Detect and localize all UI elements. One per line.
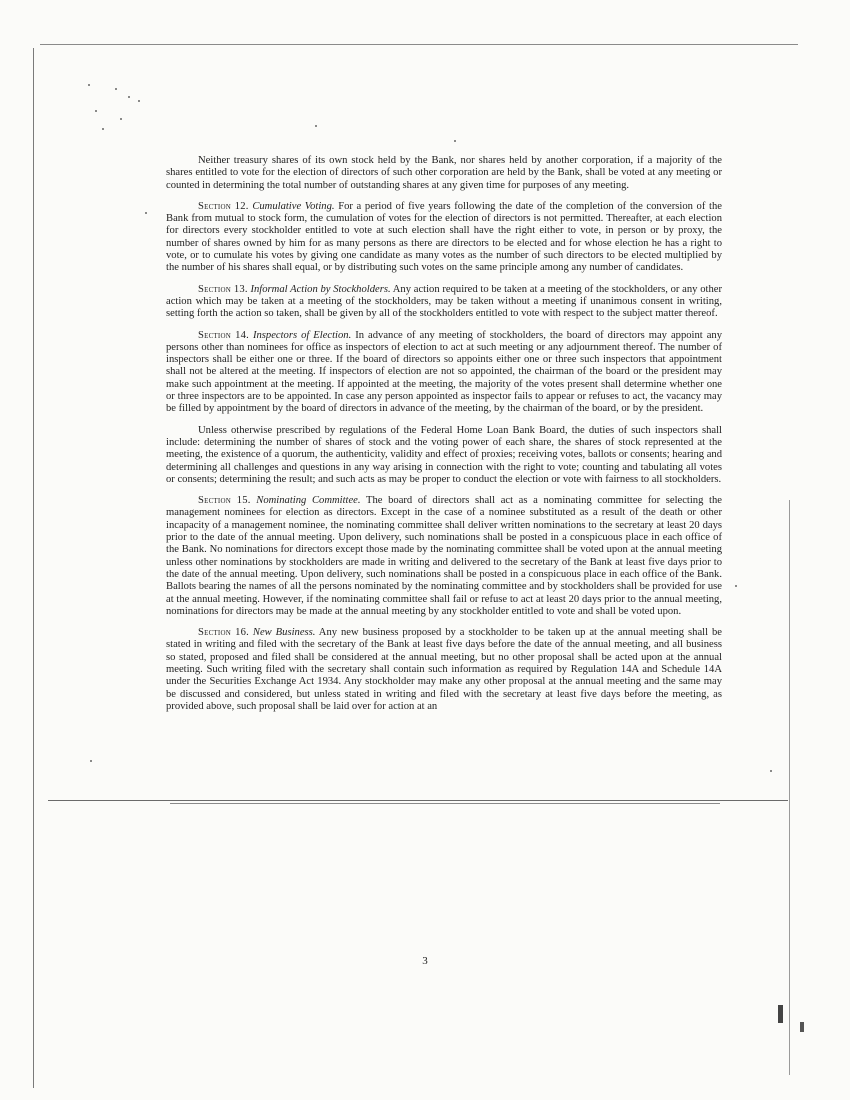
section-number: Section 12. [198,200,249,212]
scan-fold-line [170,803,720,804]
paragraph-text: Neither treasury shares of its own stock held by the Bank, nor shares held by another corporation, if a majority of the shares entitled to vote for the election of directors of such other corporation are held by the Bank, shall be voted at any meeting or counted in determining the total number of outstanding shares at any given time for purposes of any meeting. [166,155,722,191]
scan-speck [735,585,737,587]
page-number: 3 [422,955,428,967]
paragraph-inspector-duties [166,425,722,486]
scan-mark [778,1005,783,1023]
paragraph-text: Any new business proposed by a stockholder to be taken up at the annual meeting shall be stated in writing and filed with the secretary of the Bank at least five days before the date of the annual meeting, and all business so stated, proposed and filed shall be considered at the annual meeting, but no other proposal shall be acted upon at the annual meeting. Such writing filed with the secretary shall contain such information as required by Regulation 14A and Schedule 14A under the Securities Exchange Act 1934. Any stockholder may make any other proposal at the annual meeting and the same may be discussed and considered, but unless stated in writing and filed with the secretary at least five days before the meeting, as provided above, such proposal shall be laid over for action at an [166,627,722,712]
scan-speck [128,96,130,98]
scan-border-left [33,48,34,1088]
paragraph-text: In advance of any meeting of stockholders, the board of directors may appoint any persons other than nominees for office as inspectors of election to act at such meeting or any adjournment thereof. The number of inspectors shall be either one or three. If the board of directors so appoints either one or three such inspectors that appointment shall not be altered at the meeting. If inspectors of election are not so appointed, the chairman of the board or the president may make such appointment at the meeting. If appointed at the meeting, the majority of the votes present shall determine whether one or three inspectors are to be appointed. In case any person appointed as inspector fails to appear or refuses to act, the vacancy may be filled by appointment by the board of directors in advance of the meeting, by the chairman of the board, or by the president. [166,329,722,415]
scan-fold-line [48,800,788,801]
paragraph-text: Unless otherwise prescribed by regulations of the Federal Home Loan Bank Board, the duties of such inspectors shall include: determining the number of shares of stock and the voting power of each share, the shares of stock represented at the meeting, the existence of a quorum, the authenticity, validity and effect of proxies; receiving votes, ballots or consents; hearing and determining all challenges and questions in any way arising in connection with the right to vote; counting and tabulating all votes or consents; determining the result; and such acts as may be proper to conduct the election or vote with fairness to all stockholders. [166,424,723,485]
section-number: Section 15. [198,495,251,507]
scan-speck [102,128,104,130]
section-title: Informal Action by Stockholders. [250,283,391,295]
paragraph-section-14 [166,330,722,416]
scan-border-top [40,44,798,45]
scan-speck [88,84,90,86]
scan-speck [145,212,147,214]
section-title: New Business. [252,627,316,639]
scan-speck [454,140,456,142]
section-title: Nominating Committee. [256,495,361,507]
section-number: Section 13. [198,283,248,295]
scan-speck [115,88,117,90]
scan-speck [95,110,97,112]
paragraph-text: Any action required to be taken at a meeting of the stockholders, or any other action which may be taken at a meeting of the stockholders, may be taken without a meeting if unanimous consent in writing, setting forth the action so taken, shall be given by all of the stockholders entitled to vote with respect to the subject matter thereof. [166,283,722,320]
section-number: Section 14. [198,329,249,341]
paragraph-text: The board of directors shall act as a nominating committee for selecting the management nominees for election as directors. Except in the case of a nominee substituted as a result of the death or other incapacity of a management nominee, the nominating committee shall deliver written nominations to the secretary at least 20 days prior to the date of the annual meeting. Upon delivery, such nominations shall be posted in a conspicuous place in each office of the Bank. No nominations for directors except those made by the nominating committee shall be voted upon at the annual meeting unless other nominations by stockholders are made in writing and delivered to the secretary of the Bank at least five days prior to the date of the annual meeting. Upon delivery, such nominations shall be posted in a conspicuous place in each office of the Bank. Ballots bearing the names of all the persons nominated by the nominating committee and by stockholders shall be provided for use at the annual meeting. However, if the nominating committee shall fail or refuse to act at least 20 days prior to the annual meeting, nominations for directors may be made at the annual meeting by any stockholder entitled to vote and shall be voted upon. [166,495,722,617]
section-title: Inspectors of Election. [252,329,352,341]
document-body [166,155,722,722]
scan-speck [315,125,317,127]
paragraph-treasury-shares [166,155,722,192]
section-number: Section 16. [198,627,249,639]
paragraph-section-15 [166,495,722,618]
paragraph-section-13 [166,284,722,321]
scan-speck [120,118,122,120]
paragraph-section-12 [166,201,722,275]
paragraph-section-16 [166,627,722,713]
paragraph-text: For a period of five years following the date of the completion of the conversion of the Bank from mutual to stock form, the cumulation of votes for the election of directors is not permitted. Thereafter, at each election for directors every stockholder entitled to vote at such election shall have the right either to vote, in person or by proxy, the number of shares owned by him for as many persons as there are directors to be elected and for whose election he has a right to vote, or to cumulate his votes by giving one candidate as many votes as the number of such directors to be elected multiplied by the number of his shares shall equal, or by distributing such votes on the same principle among any number of candidates. [166,200,722,274]
scan-mark [800,1022,804,1032]
scan-speck [90,760,92,762]
scan-speck [138,100,140,102]
scan-border-right [789,500,790,1075]
scan-speck [770,770,772,772]
section-title: Cumulative Voting. [252,200,335,212]
